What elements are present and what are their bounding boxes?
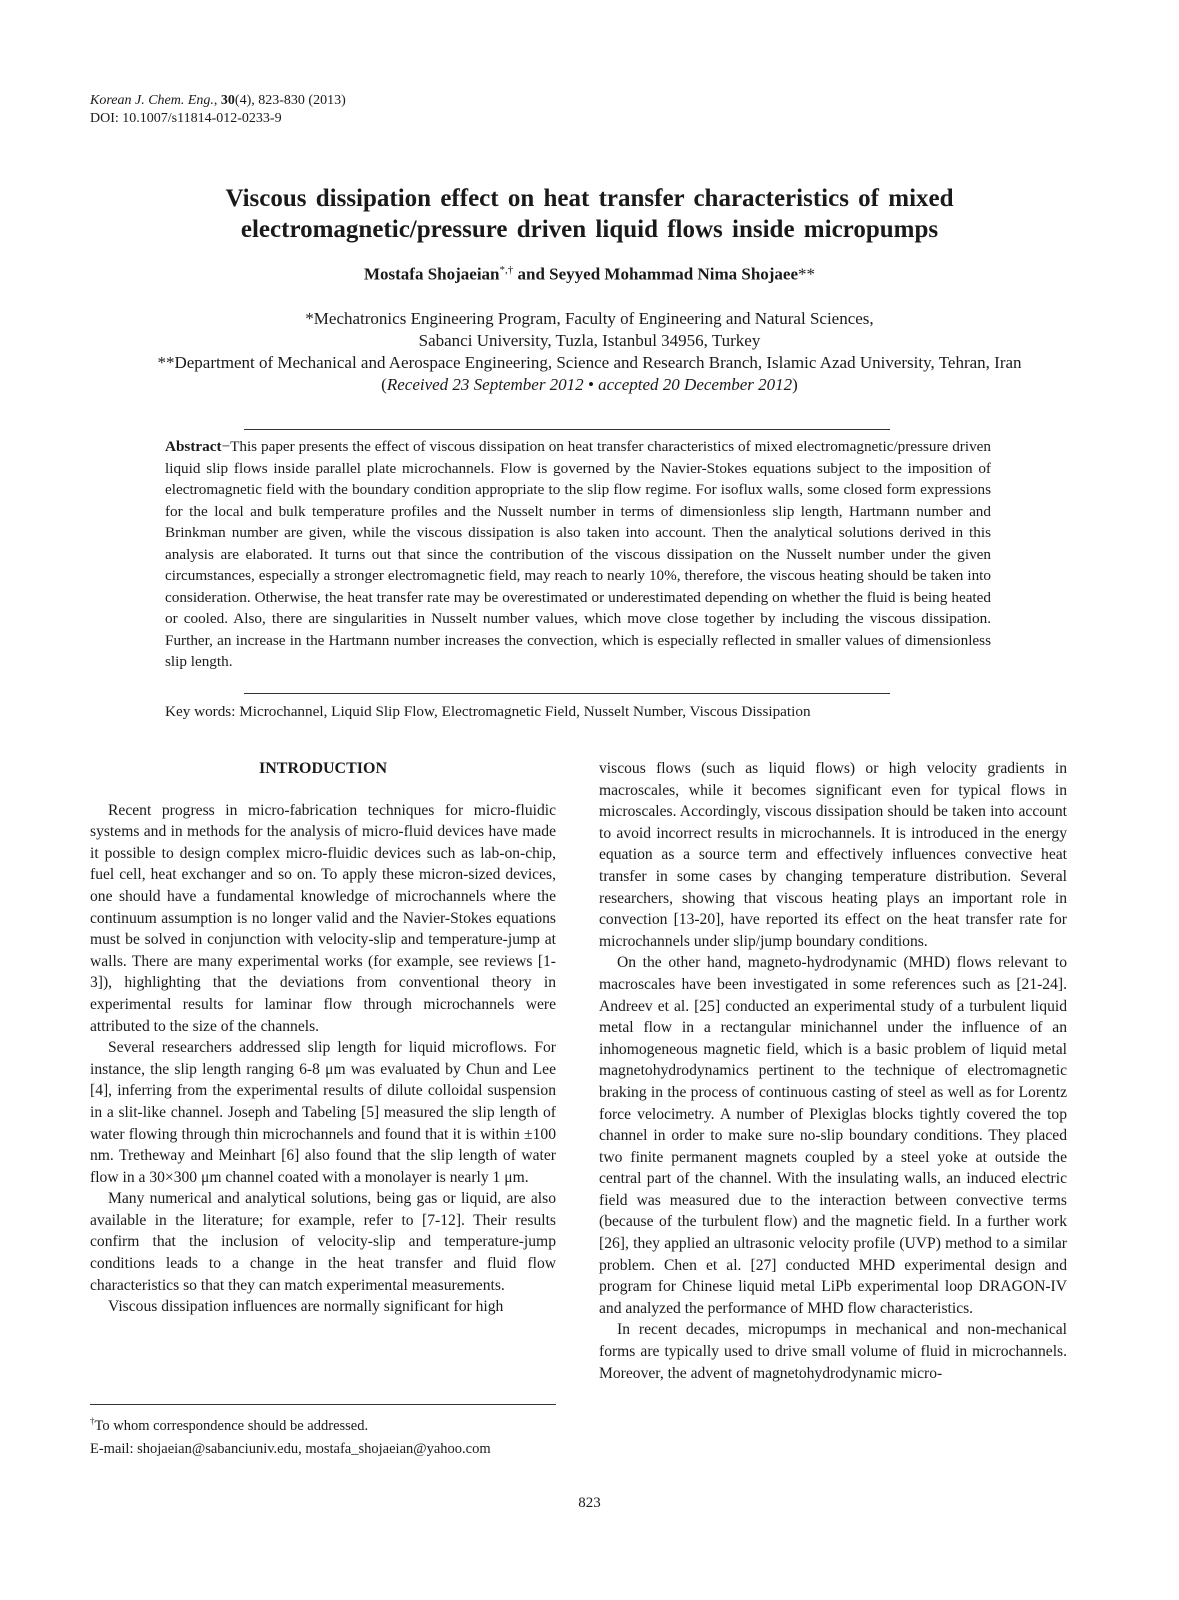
right-column: [599, 758, 1067, 1384]
abstract-label: Abstract: [165, 438, 222, 455]
paragraph: In recent decades, micropumps in mechanical and non-mechanical forms are typically used to drive small volume of fluid in microchannels. Moreover, the advent of magnetohydrodynamic micro-: [599, 1321, 1067, 1382]
affiliation-1-cont: Sabanci University, Tuzla, Istanbul 34956, Turkey: [418, 331, 761, 350]
paragraph: Many numerical and analytical solutions, being gas or liquid, are also available in the literature; for example, refer to [7-12]. Their results confirm that the inclusion of velocity-slip and temperature-jump conditions leads to a change in the heat transfer and fluid flow characteristics so that they can match experimental measurements.: [90, 1190, 556, 1294]
journal-volume: 30: [220, 93, 235, 108]
paragraph: Recent progress in micro-fabrication techniques for micro-fluidic systems and in methods for the analysis of micro-fluid devices have made it possible to design complex micro-fluidic devices such as lab-on-chip, fuel cell, heat exchanger and so on. To apply these micron-sized devices, one should have a fundamental knowledge of microchannels where the continuum assumption is no longer valid and the Navier-Stokes equations must be solved in conjunction with velocity-slip and temperature-jump at walls. There are many experimental works (for example, see reviews [1-3]), highlighting that the deviations from conventional theory in experimental results for laminar flow through microchannels were attributed to the size of the channels.: [90, 801, 556, 1035]
journal-name: Korean J. Chem. Eng: [90, 93, 211, 108]
received-dates: (Received 23 September 2012 • accepted 20 December 2012): [381, 375, 798, 394]
abstract: Abstract−This paper presents the effect of viscous dissipation on heat transfer characteristics of mixed electromagnetic/pressure driven liquid slip flows inside parallel plate microchannels. Flow is governed by the Navier-Stokes equations subject to the imposition of electromagnetic field with the boundary condition appropriate to the slip flow regime. For isoflux walls, some closed form expressions for the local and bulk temperature profiles and the Nusselt number in terms of dimensionless slip length, Hartmann number and Brinkman number are given, while the viscous dissipation is also taken into account. Then the analytical solutions derived in this analysis are elaborated. It turns out that since the contribution of the viscous dissipation on the Nusselt number under the given circumstances, especially a stronger electromagnetic field, may reach to nearly 10%, therefore, the viscous heating should be taken into consideration. Otherwise, the heat transfer rate may be overestimated or underestimated depending on whether the fluid is being heated or cooled. Also, there are singularities in Nusselt number values, which move close together by including the viscous dissipation. Further, an increase in the Hartmann number increases the convection, which is especially reflected in smaller values of dimensionless slip length.: [165, 438, 991, 670]
author-1-mark: *,†: [499, 264, 514, 276]
paragraph: On the other hand, magneto-hydrodynamic (MHD) flows relevant to macroscales have been investigated in some references such as [21-24]. Andreev et al. [25] conducted an experimental study of a turbulent liquid metal flow in a rectangular minichannel under the influence of an inhomogeneous magnetic field, which is a basic problem of liquid metal magnetohydrodynamics pertinent to the technique of electromagnetic braking in the process of continuous casting of steel as well as for Lorentz force velocimetry. A number of Plexiglas blocks tightly covered the top channel in order to make sure no-slip boundary conditions. They placed two finite permanent magnets coupled by a steel yoke at outside the central part of the channel. With the insulating walls, an induced electric field was measured due to the interaction between convective terms (because of the turbulent flow) and the magnetic field. In a further work [26], they applied an ultrasonic velocity profile (UVP) method to a similar problem. Chen et al. [27] conducted MHD experimental design and program for Chinese liquid metal LiPb experimental loop DRAGON-IV and analyzed the performance of MHD flow characteristics.: [599, 954, 1067, 1317]
page-number: 823: [578, 1495, 601, 1511]
footnote-rule: [90, 1404, 556, 1405]
author-2-mark: **: [798, 264, 816, 284]
abstract-text: This paper presents the effect of viscous dissipation on heat transfer characteristics of mixed electromagnetic/pressure driven liquid slip flows inside parallel plate microchannels. Flow is governed by the Navier-Stokes equations subject to the imposition of electromagnetic field with the boundary condition appropriate to the slip flow regime. For isoflux walls, some closed form expressions for the local and bulk temperature profiles and the Nusselt number in terms of dimensionless slip length, Hartmann number and Brinkman number are given, while the viscous dissipation is also taken into account. Then the analytical solutions derived in this analysis are elaborated. It turns out that since the contribution of the viscous dissipation on the Nusselt number under the given circumstances, especially a stronger electromagnetic field, may reach to nearly 10%, therefore, the viscous heating should be taken into consideration. Otherwise, the heat transfer rate may be overestimated or underestimated depending on whether the fluid is being heated or cooled. Also, there are singularities in Nusselt number values, which move close together by including the viscous dissipation. Further, an increase in the Hartmann number increases the convection, which is especially reflected in smaller values of dimensionless slip length.: [165, 438, 991, 670]
paragraph: Viscous dissipation influences are normally significant for high: [108, 1298, 504, 1316]
abstract-top-rule: [244, 429, 890, 430]
paper-title: Viscous dissipation effect on heat transfer characteristics of mixed electromagnetic/pressure driven liquid flows inside micropumps: [225, 185, 954, 243]
left-column: [90, 756, 556, 1318]
journal-issue-pages: (4), 823-830 (2013): [234, 93, 346, 108]
journal-header: [90, 92, 346, 128]
section-heading: INTRODUCTION: [258, 760, 387, 777]
abstract-bottom-rule: [244, 693, 890, 694]
author-2: Seyyed Mohammad Nima Shojaee: [549, 264, 799, 284]
paragraph: Several researchers addressed slip length for liquid microflows. For instance, the slip length ranging 6-8 μm was evaluated by Chun and Lee [4], inferring from the experimental results of dilute colloidal suspension in a slit-like channel. Joseph and Tabeling [5] measured the slip length of water flowing through thin microchannels and found that it is within ±100 nm. Tretheway and Meinhart [6] also found that the slip length of water flow in a 30×300 μm channel coated with a monolayer is nearly 1 μm.: [90, 1039, 556, 1186]
keywords: Key words: Microchannel, Liquid Slip Flow, Electromagnetic Field, Nusselt Number, Viscous Dissipation: [165, 703, 811, 720]
doi: DOI: 10.1007/s11814-012-0233-9: [90, 111, 282, 126]
author-list: Mostafa Shojaeian*,† and Seyyed Mohammad Nima Shojaee**: [363, 264, 816, 284]
footnote: [90, 1410, 556, 1461]
author-1: Mostafa Shojaeian: [363, 264, 500, 284]
affiliation-1: *Mechatronics Engineering Program, Faculty of Engineering and Natural Sciences,: [305, 309, 874, 328]
footnote-correspondence: †To whom correspondence should be addressed.: [90, 1416, 369, 1434]
footnote-email: E-mail: shojaeian@sabanciuniv.edu, mostafa_shojaeian@yahoo.com: [90, 1440, 491, 1457]
paragraph: viscous flows (such as liquid flows) or high velocity gradients in macroscales, while it becomes significant even for typical flows in microscales. Accordingly, viscous dissipation should be taken into account to avoid incorrect results in microchannels. It is introduced in the energy equation as a source term and effectively influences convective heat transfer in some cases by changing temperature distribution. Several researchers, showing that viscous heating plays an important role in convection [13-20], have reported its effect on the heat transfer rate for microchannels under slip/jump boundary conditions.: [599, 760, 1067, 950]
citation-line: Korean J. Chem. Eng., 30(4), 823-830 (2013): [90, 93, 346, 108]
affiliations: [60, 308, 1119, 396]
affiliation-2: **Department of Mechanical and Aerospace Engineering, Science and Research Branch, Islamic Azad University, Tehran, Iran: [157, 353, 1022, 372]
